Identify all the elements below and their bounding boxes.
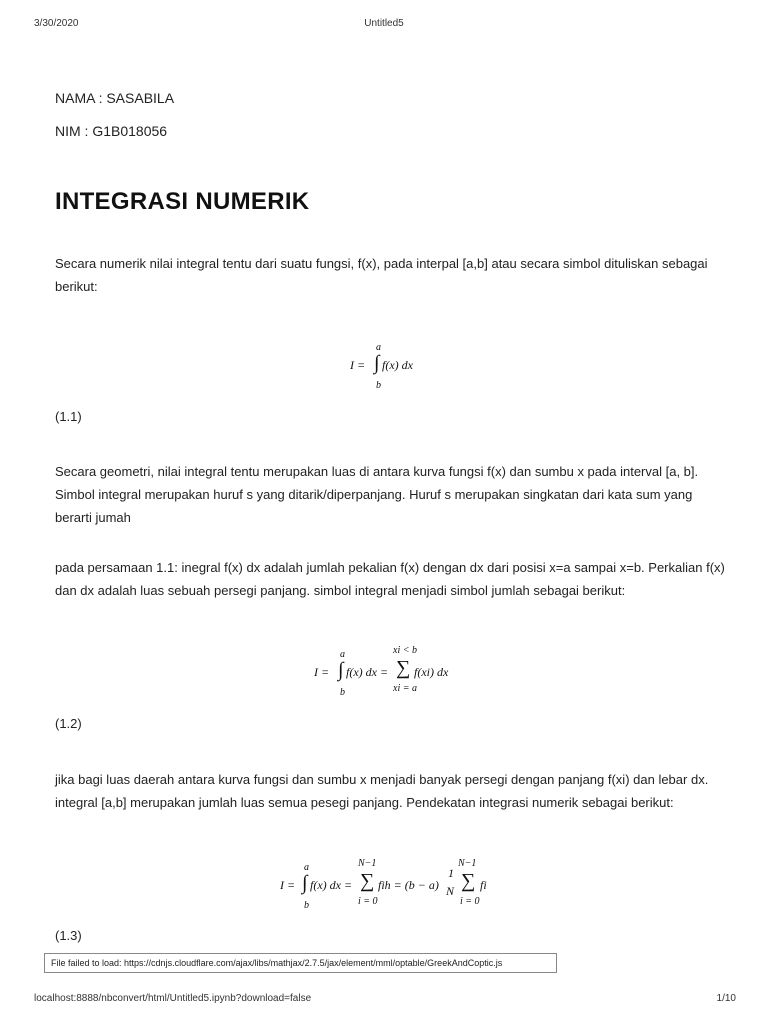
integral-lower-limit: b (376, 380, 381, 391)
formula-1-2 (314, 645, 474, 700)
integral-upper-limit: a (340, 649, 345, 660)
integral-sign: ∫ (374, 352, 380, 374)
formula-body: f(x) dx = (310, 878, 353, 892)
paragraph-geometry: Secara geometri, nilai integral tentu merupakan luas di antara kurva fungsi f(x) dan sumbu x pada interval [a, b]. Simbol integral merupakan huruf s yang ditarik/diperpanjang. Huruf s merupakan singkatan dari kata sum yang berarti jumah (55, 464, 699, 525)
sum2-sign: ∑ (461, 870, 476, 892)
formula-body: f(x) dx (382, 358, 413, 372)
sum-body: f(xi) dx (414, 665, 449, 679)
page-number: 1/10 (716, 993, 736, 1004)
mathjax-error-box: File failed to load: https://cdnjs.cloudflare.com/ajax/libs/mathjax/2.7.5/jax/element/mml/optable/GreekAndCoptic.js (44, 953, 557, 973)
paragraph-approximation: jika bagi luas daerah antara kurva fungsi dan sumbu x menjadi banyak persegi dengan panjang f(xi) dan lebar dx. integral [a,b] merupakan jumlah luas semua pesegi panjang. Pendekatan integrasi numerik sebagai berikut: (55, 772, 709, 810)
sum2-lower-limit: i = 0 (460, 896, 480, 907)
formula-lhs: I = (314, 665, 330, 679)
sum2-upper-limit: N−1 (458, 858, 477, 869)
integral-upper-limit: a (304, 862, 309, 873)
sum-lower-limit: i = 0 (358, 896, 378, 907)
paragraph-intro: Secara numerik nilai integral tentu dari suatu fungsi, f(x), pada interpal [a,b] atau secara simbol dituliskan sebagai berikut: (55, 256, 708, 294)
sum2-body: fi (480, 878, 487, 892)
fraction-numerator: 1 (448, 866, 454, 880)
integral-lower-limit: b (340, 687, 345, 698)
print-url: localhost:8888/nbconvert/html/Untitled5.ipynb?download=false (34, 993, 312, 1004)
paragraph-sum: pada persamaan 1.1: inegral f(x) dx adalah jumlah pekalian f(x) dengan dx dari posisi x=a sampai x=b. Perkalian f(x) dan dx adalah luas sebuah persegi panjang. simbol integral menjadi simbol jumlah sebagai berikut: (55, 560, 725, 598)
sum-upper-limit: N−1 (358, 858, 377, 869)
formula-body: f(x) dx = (346, 665, 389, 679)
formula-1-1 (350, 340, 430, 395)
sum-sign: ∑ (396, 657, 411, 679)
student-name: NAMA : SASABILA (55, 90, 175, 106)
integral-lower-limit: b (304, 900, 309, 911)
integral-sign: ∫ (302, 872, 308, 894)
equation-number-1-3: (1.3) (55, 928, 82, 943)
student-nim: NIM : G1B018056 (55, 123, 168, 139)
sum-lower-limit: xi = a (393, 683, 417, 694)
sum-upper-limit: xi < b (393, 645, 417, 656)
integral-sign: ∫ (338, 659, 344, 681)
print-title: Untitled5 (364, 18, 404, 29)
formula-1-3 (280, 858, 500, 913)
page-title: INTEGRASI NUMERIK (55, 188, 310, 215)
equation-number-1-1: (1.1) (55, 409, 82, 424)
equation-number-1-2: (1.2) (55, 716, 82, 731)
print-date: 3/30/2020 (34, 18, 79, 29)
fraction-denominator: N (446, 884, 455, 898)
formula-lhs: I = (350, 358, 366, 372)
formula-lhs: I = (280, 878, 296, 892)
sum-sign: ∑ (360, 870, 375, 892)
sum-body: fih = (b − a) (378, 878, 439, 892)
integral-upper-limit: a (376, 342, 381, 353)
